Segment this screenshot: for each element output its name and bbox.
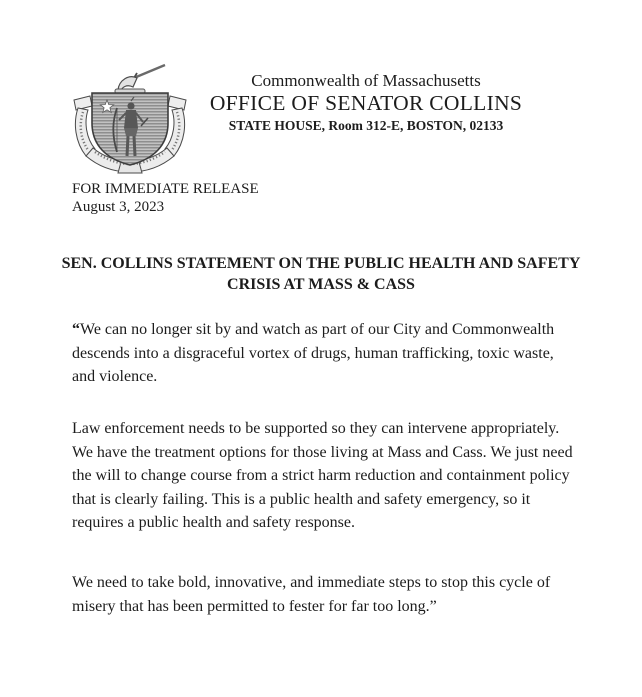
statement-title-line1: SEN. COLLINS STATEMENT ON THE PUBLIC HEALTH AND SAFETY [61, 255, 581, 272]
statement-paragraph-3: We need to take bold, innovative, and immediate steps to stop this cycle of misery that has been permitted to fester for far too long.” [72, 574, 551, 615]
letterhead-address: STATE HOUSE, Room 312-E, BOSTON, 02133 [228, 118, 504, 133]
opening-quote: “ [72, 321, 80, 338]
statement-paragraph-1-text: We can no longer sit by and watch as part of our City and Commonwealth descends into a disgraceful vortex of drugs, human trafficking, toxic waste, and violence. [72, 321, 555, 385]
statement-title-line2: CRISIS AT MASS & CASS [227, 275, 415, 293]
letterhead-commonwealth: Commonwealth of Massachusetts [251, 71, 481, 90]
statement-title [40, 254, 602, 295]
letterhead [146, 71, 586, 134]
letterhead-office: OFFICE OF SENATOR COLLINS [209, 91, 523, 115]
release-date: August 3, 2023 [72, 198, 165, 215]
statement-paragraph-1 [72, 318, 577, 389]
release-label: FOR IMMEDIATE RELEASE [72, 181, 259, 197]
release-block [72, 181, 259, 216]
statement-paragraph-2: Law enforcement needs to be supported so they can intervene appropriately. We have the treatment options for those living at Mass and Cass. We just need the will to change course from a strict harm reduction and containment policy that is clearly failing. This is a public health and safety emergency, so it requires a public health and safety response. [72, 420, 573, 531]
